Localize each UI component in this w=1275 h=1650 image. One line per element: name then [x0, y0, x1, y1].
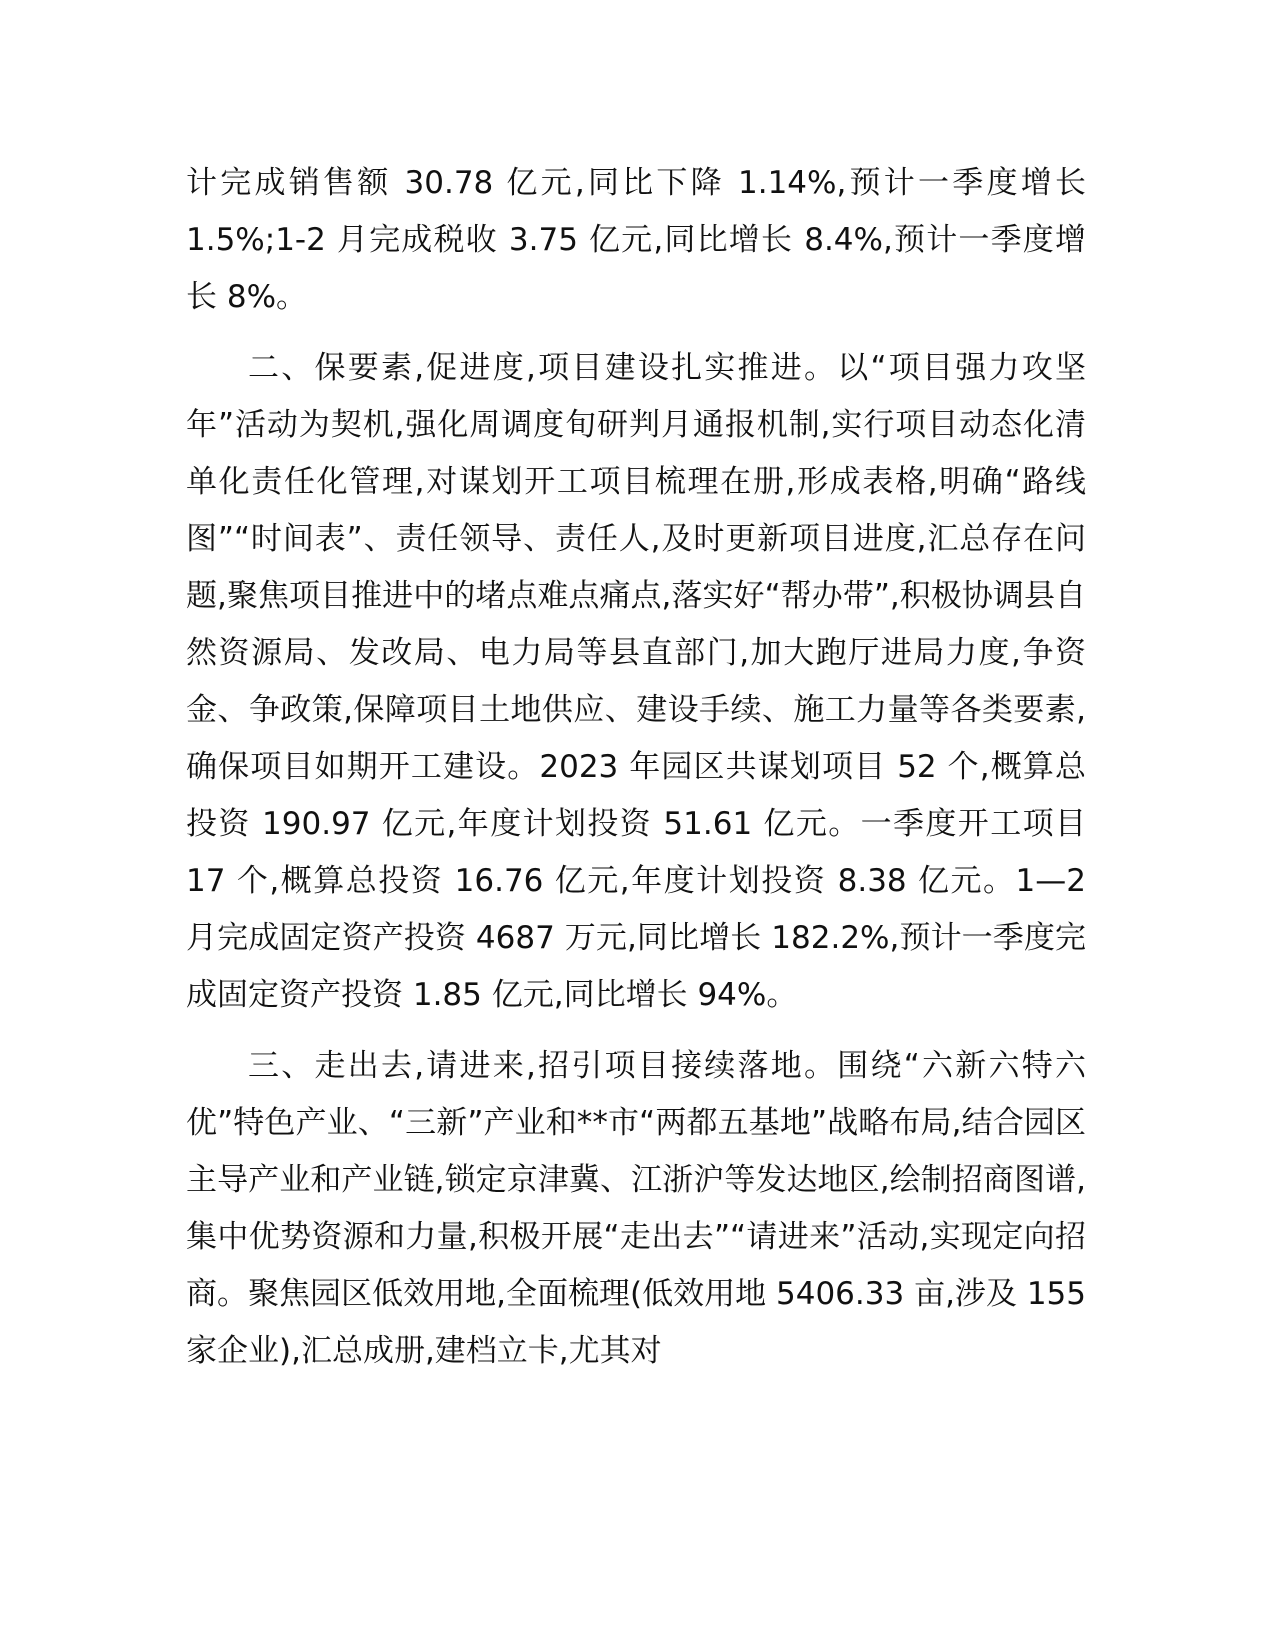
paragraph-section-3: 三、走出去,请进来,招引项目接续落地。围绕“六新六特六优”特色产业、“三新”产业和**市“两都五基地”战略布局,结合园区主导产业和产业链,锁定京津冀、江浙沪等发达地区,绘制招商图谱,集中优势资源和力量,积极开展“走出去”“请进来”活动,实现定向招商。聚焦园区低效用地,全面梳理(低效用地 5406.33 亩,涉及 155 家企业),汇总成册,建档立卡,尤其对	[186, 1048, 1086, 1369]
paragraph-section-2: 二、保要素,促进度,项目建设扎实推进。以“项目强力攻坚年”活动为契机,强化周调度旬研判月通报机制,实行项目动态化清单化责任化管理,对谋划开工项目梳理在册,形成表格,明确“路线图”“时间表”、责任领导、责任人,及时更新项目进度,汇总存在问题,聚焦项目推进中的堵点难点痛点,落实好“帮办带”,积极协调县自然资源局、发改局、电力局等县直部门,加大跑厅进局力度,争资金、争政策,保障项目土地供应、建设手续、施工力量等各类要素,确保项目如期开工建设。2023 年园区共谋划项目 52 个,概算总投资 190.97 亿元,年度计划投资 51.61 亿元。一季度开工项目 17 个,概算总投资 16.76 亿元,年度计划投资 8.38 亿元。1—2 月完成固定资产投资 4687 万元,同比增长 182.2%,预计一季度完成固定资产投资 1.85 亿元,同比增长 94%。	[186, 350, 1086, 1013]
paragraph-continued: 计完成销售额 30.78 亿元,同比下降 1.14%,预计一季度增长 1.5%;1-2 月完成税收 3.75 亿元,同比增长 8.4%,预计一季度增长 8%。	[186, 165, 1086, 315]
document-body	[186, 155, 1086, 1380]
